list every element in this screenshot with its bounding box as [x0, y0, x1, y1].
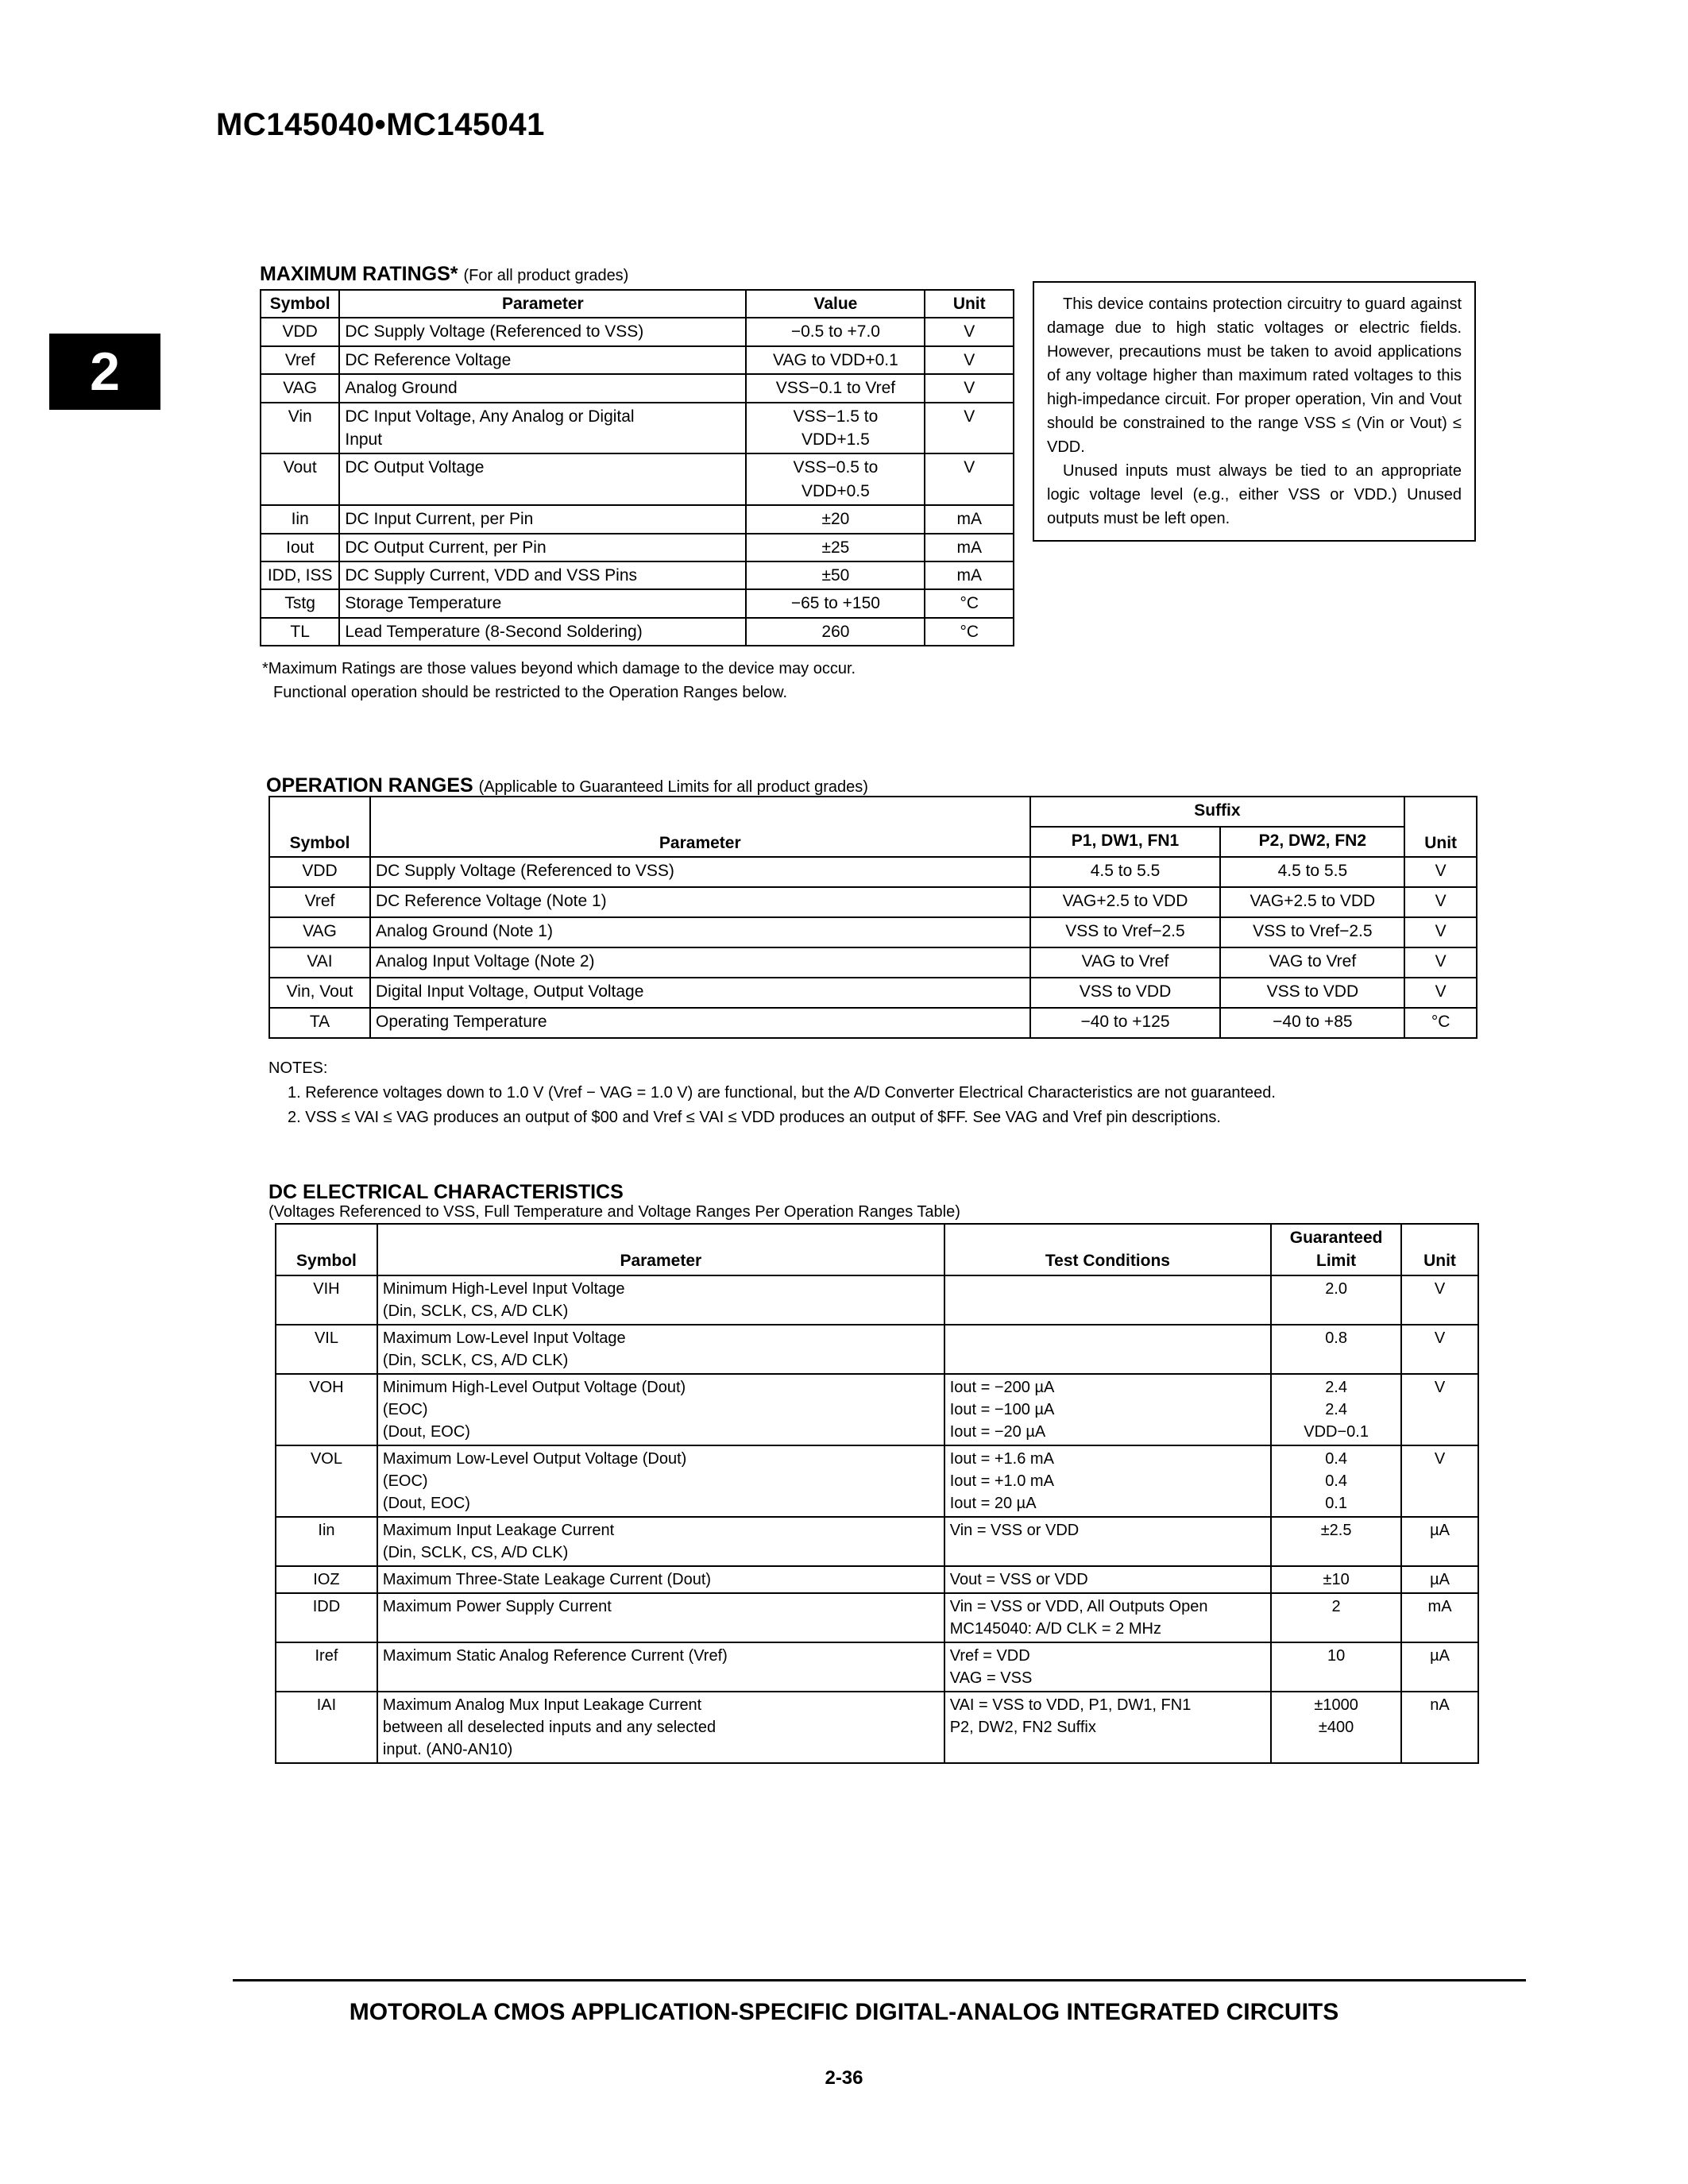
parameter-cell: Maximum Input Leakage Current (Din, SCLK, CS, A/D CLK): [377, 1517, 944, 1566]
table-row: [269, 887, 1477, 917]
value-cell: VSS to VDD: [1030, 978, 1221, 1008]
unit-cell: V: [1401, 1325, 1478, 1374]
table-row: [276, 1642, 1478, 1692]
operation-ranges-subtitle: (Applicable to Guaranteed Limits for all product grades): [478, 778, 868, 796]
parameter-cell: DC Supply Voltage (Referenced to VSS): [339, 318, 746, 345]
value-cell: VSS to Vref−2.5: [1220, 917, 1404, 947]
table-row: [261, 618, 1014, 646]
conditions-cell: Vout = VSS or VDD: [944, 1566, 1271, 1593]
table-row: [261, 403, 1014, 454]
conditions-cell: Vin = VSS or VDD, All Outputs Open MC145040: A/D CLK = 2 MHz: [944, 1593, 1271, 1642]
conditions-cell: VAI = VSS to VDD, P1, DW1, FN1 P2, DW2, FN2 Suffix: [944, 1692, 1271, 1763]
unit-cell: V: [1401, 1275, 1478, 1325]
unit-cell: mA: [925, 534, 1014, 561]
conditions-cell: Vin = VSS or VDD: [944, 1517, 1271, 1566]
symbol-cell: Vref: [261, 346, 339, 374]
column-header: Unit: [1404, 797, 1477, 857]
parameter-cell: DC Supply Current, VDD and VSS Pins: [339, 561, 746, 589]
table-row: [276, 1517, 1478, 1566]
parameter-cell: Maximum Low-Level Input Voltage (Din, SCLK, CS, A/D CLK): [377, 1325, 944, 1374]
value-cell: VSS−0.1 to Vref: [746, 374, 925, 402]
unit-cell: nA: [1401, 1692, 1478, 1763]
unit-cell: µA: [1401, 1566, 1478, 1593]
column-header: Parameter: [377, 1224, 944, 1275]
conditions-cell: Iout = −200 µA Iout = −100 µA Iout = −20 µA: [944, 1374, 1271, 1445]
parameter-cell: Lead Temperature (8-Second Soldering): [339, 618, 746, 646]
value-cell: ±50: [746, 561, 925, 589]
value-cell: VAG to Vref: [1030, 947, 1221, 978]
unit-cell: V: [1404, 917, 1477, 947]
table-row: [261, 374, 1014, 402]
table-row: [276, 1593, 1478, 1642]
table-header-row: [269, 797, 1477, 827]
limit-cell: 2: [1271, 1593, 1401, 1642]
unit-cell: V: [1401, 1374, 1478, 1445]
column-header: Symbol: [269, 797, 370, 857]
value-cell: −40 to +125: [1030, 1008, 1221, 1038]
page-title: MC145040•MC145041: [216, 107, 545, 142]
protection-notice: [1033, 281, 1476, 542]
symbol-cell: VIH: [276, 1275, 377, 1325]
parameter-cell: Digital Input Voltage, Output Voltage: [370, 978, 1030, 1008]
column-header: Unit: [1401, 1224, 1478, 1275]
value-cell: −40 to +85: [1220, 1008, 1404, 1038]
footnote-line: *Maximum Ratings are those values beyond which damage to the device may occur.: [262, 660, 856, 677]
parameter-cell: Maximum Power Supply Current: [377, 1593, 944, 1642]
column-header: P1, DW1, FN1: [1030, 827, 1221, 857]
symbol-cell: VAG: [261, 374, 339, 402]
parameter-cell: DC Reference Voltage: [339, 346, 746, 374]
value-cell: VSS−1.5 to VDD+1.5: [746, 403, 925, 454]
operation-ranges-heading: OPERATION RANGES: [266, 774, 473, 797]
parameter-cell: Maximum Low-Level Output Voltage (Dout) (EOC) (Dout, EOC): [377, 1445, 944, 1517]
symbol-cell: VDD: [261, 318, 339, 345]
symbol-cell: Iin: [261, 505, 339, 533]
symbol-cell: VAI: [269, 947, 370, 978]
unit-cell: V: [925, 374, 1014, 402]
dc-characteristics-subtitle: (Voltages Referenced to VSS, Full Temperature and Voltage Ranges Per Operation Ranges Table): [268, 1203, 960, 1221]
parameter-cell: Minimum High-Level Output Voltage (Dout) (EOC) (Dout, EOC): [377, 1374, 944, 1445]
unit-cell: V: [925, 453, 1014, 505]
value-cell: VAG to VDD+0.1: [746, 346, 925, 374]
table-header-row: [276, 1224, 1478, 1275]
conditions-cell: [944, 1325, 1271, 1374]
suffix-header: Suffix: [1030, 797, 1405, 827]
symbol-cell: Vref: [269, 887, 370, 917]
unit-cell: mA: [1401, 1593, 1478, 1642]
value-cell: VSS to Vref−2.5: [1030, 917, 1221, 947]
limit-cell: 0.4 0.4 0.1: [1271, 1445, 1401, 1517]
page-number: 2-36: [825, 2067, 863, 2089]
operation-ranges-table: [268, 796, 1477, 1039]
unit-cell: V: [925, 346, 1014, 374]
limit-cell: ±2.5: [1271, 1517, 1401, 1566]
unit-cell: °C: [925, 618, 1014, 646]
parameter-cell: Storage Temperature: [339, 589, 746, 617]
parameter-cell: Analog Input Voltage (Note 2): [370, 947, 1030, 978]
parameter-cell: Analog Ground (Note 1): [370, 917, 1030, 947]
parameter-cell: Maximum Static Analog Reference Current (Vref): [377, 1642, 944, 1692]
symbol-cell: VDD: [269, 857, 370, 887]
parameter-cell: DC Input Current, per Pin: [339, 505, 746, 533]
value-cell: −0.5 to +7.0: [746, 318, 925, 345]
table-row: [269, 917, 1477, 947]
operation-ranges-title: [266, 774, 868, 797]
table-row: [269, 1008, 1477, 1038]
table-row: [261, 505, 1014, 533]
symbol-cell: VIL: [276, 1325, 377, 1374]
parameter-cell: DC Input Voltage, Any Analog or Digital Input: [339, 403, 746, 454]
column-header: Value: [746, 290, 925, 318]
dc-characteristics-table: [275, 1223, 1479, 1764]
table-row: [269, 978, 1477, 1008]
parameter-cell: Maximum Three-State Leakage Current (Dout): [377, 1566, 944, 1593]
table-row: [261, 561, 1014, 589]
symbol-cell: TL: [261, 618, 339, 646]
symbol-cell: Iref: [276, 1642, 377, 1692]
table-row: [276, 1566, 1478, 1593]
column-header: Unit: [925, 290, 1014, 318]
limit-cell: 0.8: [1271, 1325, 1401, 1374]
unit-cell: mA: [925, 505, 1014, 533]
max-ratings-footnote: [262, 657, 856, 704]
note-item: 2. VSS ≤ VAI ≤ VAG produces an output of $00 and Vref ≤ VAI ≤ VDD produces an output of $FF. See VAG and Vref pin descriptions.: [288, 1109, 1221, 1126]
table-row: [269, 857, 1477, 887]
table-row: [276, 1692, 1478, 1763]
symbol-cell: IOZ: [276, 1566, 377, 1593]
symbol-cell: IAI: [276, 1692, 377, 1763]
table-row: [261, 346, 1014, 374]
column-header: Symbol: [276, 1224, 377, 1275]
column-header: Parameter: [370, 797, 1030, 857]
notes-label: NOTES:: [268, 1059, 328, 1077]
table-row: [261, 534, 1014, 561]
value-cell: ±20: [746, 505, 925, 533]
unit-cell: V: [925, 318, 1014, 345]
unit-cell: µA: [1401, 1642, 1478, 1692]
symbol-cell: IDD, ISS: [261, 561, 339, 589]
symbol-cell: Vin: [261, 403, 339, 454]
value-cell: 4.5 to 5.5: [1220, 857, 1404, 887]
parameter-cell: DC Reference Voltage (Note 1): [370, 887, 1030, 917]
symbol-cell: VOH: [276, 1374, 377, 1445]
symbol-cell: Iin: [276, 1517, 377, 1566]
max-ratings-title: [260, 263, 628, 286]
limit-cell: ±10: [1271, 1566, 1401, 1593]
table-row: [269, 947, 1477, 978]
limit-cell: 2.0: [1271, 1275, 1401, 1325]
limit-cell: 2.4 2.4 VDD−0.1: [1271, 1374, 1401, 1445]
symbol-cell: Tstg: [261, 589, 339, 617]
max-ratings-table: [260, 289, 1014, 646]
symbol-cell: Vin, Vout: [269, 978, 370, 1008]
value-cell: 260: [746, 618, 925, 646]
value-cell: VSS to VDD: [1220, 978, 1404, 1008]
symbol-cell: VAG: [269, 917, 370, 947]
value-cell: VAG to Vref: [1220, 947, 1404, 978]
value-cell: ±25: [746, 534, 925, 561]
footer-divider: [233, 1979, 1526, 1981]
unit-cell: mA: [925, 561, 1014, 589]
limit-cell: 10: [1271, 1642, 1401, 1692]
table-row: [261, 318, 1014, 345]
column-header: Test Conditions: [944, 1224, 1271, 1275]
value-cell: 4.5 to 5.5: [1030, 857, 1221, 887]
symbol-cell: Iout: [261, 534, 339, 561]
conditions-cell: Vref = VDD VAG = VSS: [944, 1642, 1271, 1692]
parameter-cell: DC Supply Voltage (Referenced to VSS): [370, 857, 1030, 887]
unit-cell: V: [1404, 947, 1477, 978]
parameter-cell: Operating Temperature: [370, 1008, 1030, 1038]
column-header: P2, DW2, FN2: [1220, 827, 1404, 857]
column-header: Symbol: [261, 290, 339, 318]
parameter-cell: DC Output Voltage: [339, 453, 746, 505]
value-cell: VSS−0.5 to VDD+0.5: [746, 453, 925, 505]
footer-text: MOTOROLA CMOS APPLICATION-SPECIFIC DIGITAL-ANALOG INTEGRATED CIRCUITS: [349, 1999, 1339, 2025]
operation-notes: [268, 1056, 1276, 1130]
unit-cell: V: [925, 403, 1014, 454]
max-ratings-subtitle: (For all product grades): [463, 267, 629, 284]
unit-cell: V: [1404, 887, 1477, 917]
table-row: [276, 1374, 1478, 1445]
table-row: [261, 589, 1014, 617]
symbol-cell: Vout: [261, 453, 339, 505]
column-header: Parameter: [339, 290, 746, 318]
conditions-cell: [944, 1275, 1271, 1325]
parameter-cell: Maximum Analog Mux Input Leakage Current between all deselected inputs and any selected input. (AN0-AN10): [377, 1692, 944, 1763]
unit-cell: V: [1401, 1445, 1478, 1517]
parameter-cell: Minimum High-Level Input Voltage (Din, SCLK, CS, A/D CLK): [377, 1275, 944, 1325]
table-row: [276, 1325, 1478, 1374]
symbol-cell: VOL: [276, 1445, 377, 1517]
table-row: [276, 1445, 1478, 1517]
symbol-cell: TA: [269, 1008, 370, 1038]
unit-cell: µA: [1401, 1517, 1478, 1566]
parameter-cell: Analog Ground: [339, 374, 746, 402]
column-header: Guaranteed Limit: [1271, 1224, 1401, 1275]
dc-characteristics-title: DC ELECTRICAL CHARACTERISTICS: [268, 1181, 624, 1203]
unit-cell: °C: [1404, 1008, 1477, 1038]
notice-paragraph: Unused inputs must always be tied to an appropriate logic voltage level (e.g., either VSS or VDD.) Unused outputs must be left open.: [1047, 462, 1462, 527]
limit-cell: ±1000 ±400: [1271, 1692, 1401, 1763]
unit-cell: V: [1404, 857, 1477, 887]
symbol-cell: IDD: [276, 1593, 377, 1642]
table-header-row: [261, 290, 1014, 318]
notice-paragraph: This device contains protection circuitry to guard against damage due to high static voltages or electric fields. However, precautions must be taken to avoid applications of any voltage higher than maximum rated voltages to this high-impedance circuit. For proper operation, Vin and Vout should be constrained to the range VSS ≤ (Vin or Vout) ≤ VDD.: [1047, 295, 1462, 456]
conditions-cell: Iout = +1.6 mA Iout = +1.0 mA Iout = 20 µA: [944, 1445, 1271, 1517]
max-ratings-heading: MAXIMUM RATINGS*: [260, 263, 458, 285]
table-row: [261, 453, 1014, 505]
unit-cell: °C: [925, 589, 1014, 617]
footnote-line: Functional operation should be restricted to the Operation Ranges below.: [273, 684, 788, 701]
table-row: [276, 1275, 1478, 1325]
value-cell: VAG+2.5 to VDD: [1030, 887, 1221, 917]
value-cell: −65 to +150: [746, 589, 925, 617]
section-tab: 2: [49, 334, 160, 410]
value-cell: VAG+2.5 to VDD: [1220, 887, 1404, 917]
note-item: 1. Reference voltages down to 1.0 V (Vref − VAG = 1.0 V) are functional, but the A/D Converter Electrical Characteristics are not guaranteed.: [288, 1084, 1276, 1102]
parameter-cell: DC Output Current, per Pin: [339, 534, 746, 561]
unit-cell: V: [1404, 978, 1477, 1008]
